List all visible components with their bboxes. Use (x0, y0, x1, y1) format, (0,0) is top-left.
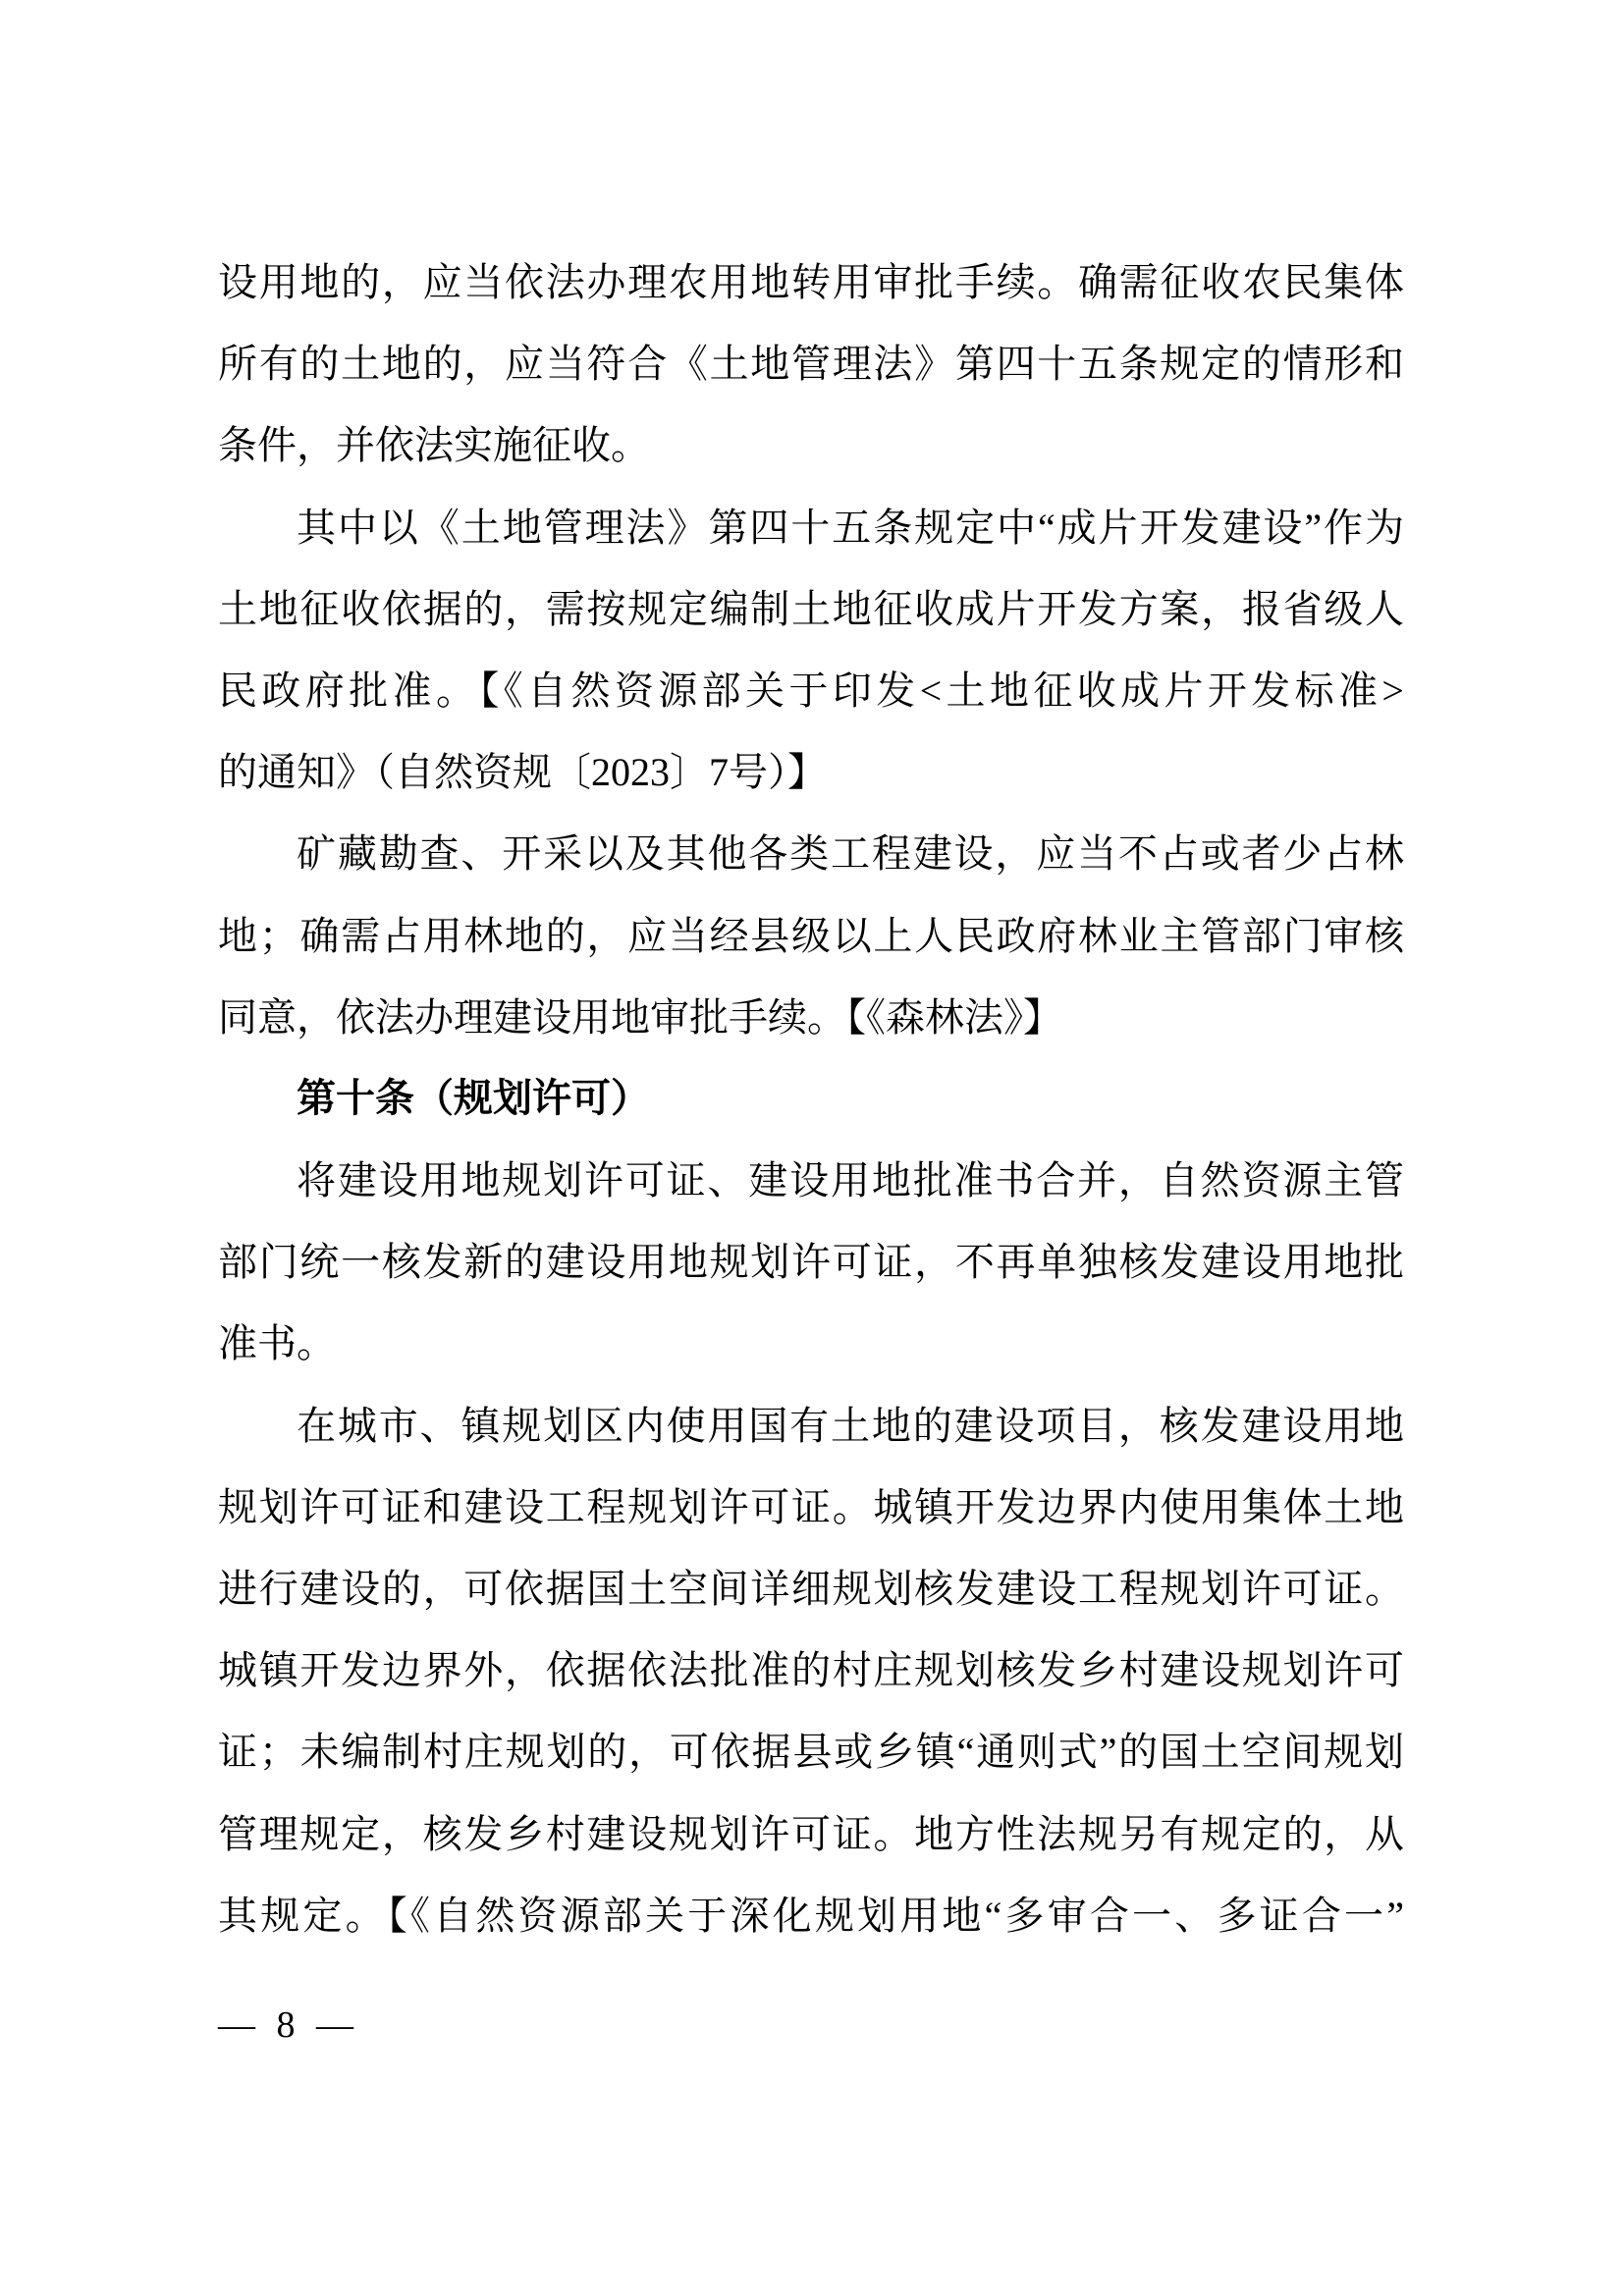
text-line: 设用地的，应当依法办理农用地转用审批手续。确需征收农民集体 (218, 260, 1404, 304)
text-line: 部门统一核发新的建设用地规划许可证，不再单独核发建设用地批 (218, 1240, 1404, 1285)
text-line: 城镇开发边界外，依据依法批准的村庄规划核发乡村建设规划许可 (218, 1648, 1404, 1693)
text-line: 准书。 (218, 1321, 336, 1366)
text-line: 矿藏勘查、开采以及其他各类工程建设，应当不占或者少占林 (297, 831, 1404, 877)
text-line: 在城市、镇规划区内使用国有土地的建设项目，核发建设用地 (297, 1403, 1404, 1448)
article-10-heading: 第十条（规划许可） (297, 1076, 650, 1120)
text-line: 土地征收依据的，需按规定编制土地征收成片开发方案，报省级人 (218, 586, 1404, 631)
citation-line: 民政府批准。【《自然资源部关于印发<土地征收成片开发标准> (218, 667, 1404, 713)
text-line: 所有的土地的，应当符合《土地管理法》第四十五条规定的情形和 (218, 342, 1404, 387)
text-line: 进行建设的，可依据国土空间详细规划核发建设工程规划许可证。 (218, 1567, 1404, 1611)
text-line: 条件，并依法实施征收。 (218, 423, 650, 468)
text-line: 管理规定，核发乡村建设规划许可证。地方性法规另有规定的，从 (218, 1811, 1404, 1856)
text-line: 地；确需占用林地的，应当经县级以上人民政府林业主管部门审核 (218, 913, 1404, 958)
citation-line: 的通知》（自然资规〔2023〕7号）】 (218, 750, 827, 795)
text-line: 证；未编制村庄规划的，可依据县或乡镇“通则式”的国土空间规划 (218, 1730, 1404, 1775)
citation-line: 其规定。【《自然资源部关于深化规划用地“多审合一、多证合一” (218, 1893, 1404, 1938)
text-line: 其中以《土地管理法》第四十五条规定中“成片开发建设”作为 (297, 505, 1404, 550)
document-body (218, 241, 1404, 1956)
text-line: 同意，依法办理建设用地审批手续。【《森林法》】 (218, 994, 1062, 1040)
text-line: 将建设用地规划许可证、建设用地批准书合并，自然资源主管 (297, 1158, 1404, 1203)
text-line: 规划许可证和建设工程规划许可证。城镇开发边界内使用集体土地 (218, 1484, 1404, 1529)
page-number: — 8 — (218, 2004, 353, 2046)
